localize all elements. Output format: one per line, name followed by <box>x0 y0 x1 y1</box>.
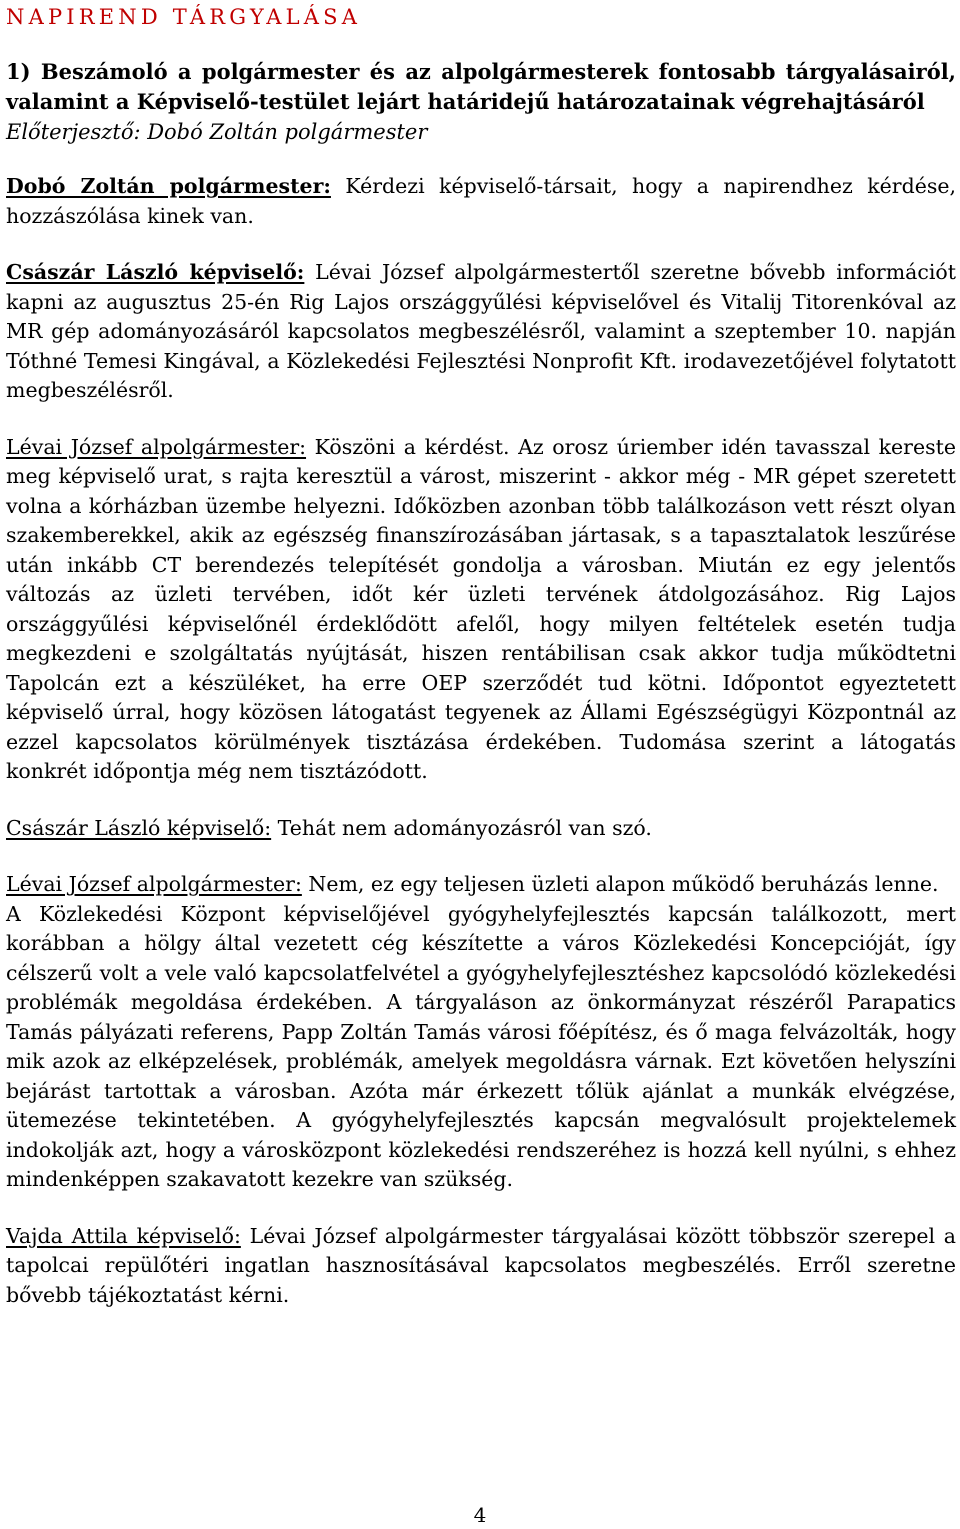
paragraph-text: Nem, ez egy teljesen üzleti alapon működő beruházás lenne. <box>301 872 939 896</box>
speaker-label: Lévai József alpolgármester: <box>6 872 302 896</box>
paragraph-csaszar-remark <box>6 814 956 844</box>
speaker-label: Dobó Zoltán polgármester: <box>6 174 331 198</box>
paragraph-levai-answer <box>6 433 956 787</box>
agenda-item-title: 1) Beszámoló a polgármester és az alpolgármesterek fontosabb tárgyalásairól, valamint a Képviselő-testület lejárt határidejű határozatainak végrehajtásáról <box>6 59 956 114</box>
speaker-label: Lévai József alpolgármester: <box>6 434 307 459</box>
speaker-label: Császár László képviselő: <box>6 815 272 840</box>
paragraph-levai-reply <box>6 870 956 900</box>
paragraph-text: Kérdezi képviselő-társait, hogy a napirendhez kérdése, hozzászólása kinek van. <box>6 174 956 228</box>
paragraph-text: Lévai József alpolgármester tárgyalásai között többször szerepel a tapolcai repülőtéri ingatlan hasznosításával kapcsolatos megbeszélés. Erről szeretne bővebb tájékoztatást kérni. <box>6 1223 957 1307</box>
speaker-label: Vajda Attila képviselő: <box>6 1223 241 1248</box>
paragraph-text: Tehát nem adományozásról van szó. <box>271 815 652 840</box>
document-body <box>6 4 956 1337</box>
page-number: 4 <box>473 1503 487 1527</box>
paragraph-text: Köszöni a kérdést. Az orosz úriember idén tavasszal kereste meg képviselő urat, s rajta keresztül a várost, miszerint - akkor még - MR gépet szeretett volna a kórházban üzembe helyezni. Időközben azonban több találkozáson vett részt olyan szakemberekkel, akik az egészség finanszírozásában jártasak, s a tapasztalatok leszűrése után inkább CT berendezés telepítését gondolja a városban. Miután ez egy jelentős változás az üzleti tervében, időt kér üzleti tervének átdolgozásához. Rig Lajos országgyűlési képviselőnél érdeklődött afelől, hogy milyen feltételek esetén tudja megkezdeni e szolgáltatás nyújtását, hiszen rentábilisan csak akkor tudja működtetni Tapolcán ezt a készüléket, ha erre OEP szerződét tud kötni. Időpontot egyeztetett képviselő úrral, hogy közösen látogatást tegyenek az Állami Egészségügyi Központnál az ezzel kapcsolatos körülmények tisztázása érdekében. Tudomása szerint a látogatás konkrét időpontja még nem tisztázódott. <box>6 434 956 783</box>
paragraph-vajda-question <box>6 1222 956 1311</box>
section-heading: NAPIREND TÁRGYALÁSA <box>6 5 362 29</box>
paragraph-text: Lévai József alpolgármestertől szeretne bővebb információt kapni az augusztus 25-én Rig Lajos országgyűlési képviselővel és Vitalij Titorenkóval az MR gép adományozásáról kapcsolatos megbeszélésről, valamint a szeptember 10. napján Tóthné Temesi Kingával, a Közlekedési Fejlesztési Nonprofit Kft. irodavezetőjével folytatott megbeszélésről. <box>6 260 956 402</box>
paragraph-text: A Közlekedési Központ képviselőjével gyógyhelyfejlesztés kapcsán találkozott, mert korábban a hölgy által vezetett cég készítette a város Közlekedési Koncepcióját, így célszerű volt a vele való kapcsolatfelvétel a gyógyhelyfejlesztéshez kapcsolódó közlekedési problémák megoldása érdekében. A tárgyaláson az önkormányzat részéről Parapatics Tamás pályázati referens, Papp Zoltán Tamás városi főépítész, és ő maga felvázolták, hogy mik azok az elképzelések, problémák, amelyek megoldásra várnak. Ezt követően helyszíni bejárást tartottak a városban. Azóta már érkezett tőlük ajánlat a munkák elvégzése, ütemezése tekintetében. A gyógyhelyfejlesztés kapcsán megvalósult projektelemek indokolják azt, hogy a városközpont közlekedési rendszeréhez is hozzá kell nyúlni, s ehhez mindenképpen szakavatott kezekre van szükség. <box>6 901 956 1191</box>
paragraph-levai-continuation <box>6 900 956 1195</box>
speaker-label: Császár László képviselő: <box>6 260 305 284</box>
agenda-item-presenter: Előterjesztő: Dobó Zoltán polgármester <box>6 120 428 144</box>
paragraph-csaszar-question <box>6 258 956 406</box>
paragraph-dobo-question <box>6 172 956 231</box>
